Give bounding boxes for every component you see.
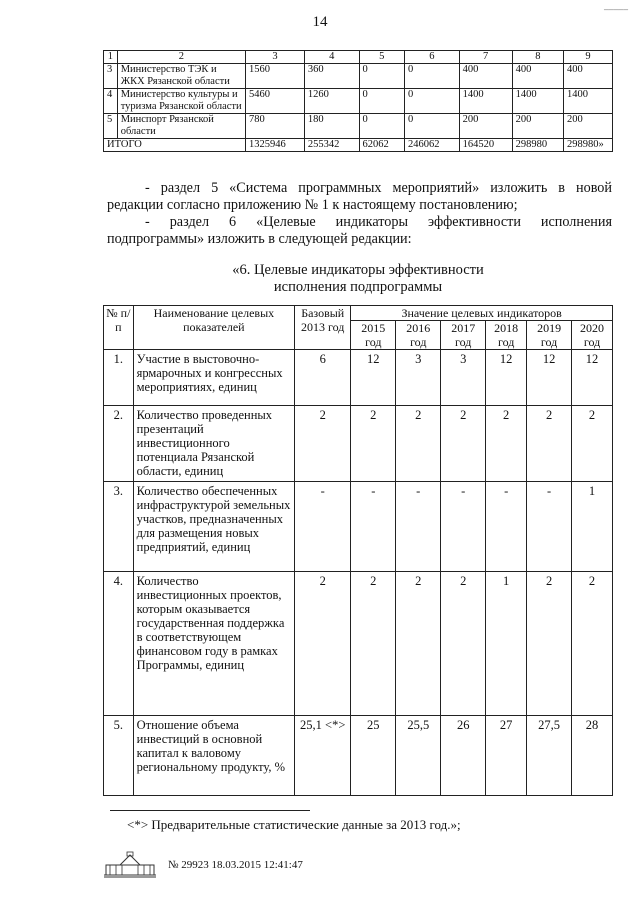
total-row <box>104 139 613 152</box>
cell: 62062 <box>359 139 404 152</box>
col-number: 8 <box>512 51 563 64</box>
footnote-divider <box>110 810 310 811</box>
cell: 2 <box>441 406 486 482</box>
header-name: Наименование целевых показателей <box>133 306 294 350</box>
cell: 1560 <box>246 64 305 89</box>
cell: 200 <box>459 114 512 139</box>
row-number: 5. <box>104 716 134 796</box>
cell: 2 <box>527 572 572 716</box>
col-number: 1 <box>104 51 118 64</box>
section-title-line1: «6. Целевые индикаторы эффективности <box>232 262 484 278</box>
cell: 25,5 <box>396 716 441 796</box>
paragraph-section6: - раздел 6 «Целевые индикаторы эффективности исполнения подпрограммы» изложить в следующей редакции: <box>107 214 612 247</box>
cell: 12 <box>486 350 527 406</box>
total-label: ИТОГО <box>104 139 246 152</box>
header-year: 2015 год <box>351 321 396 350</box>
table-row <box>104 406 613 482</box>
header-year: 2016 год <box>396 321 441 350</box>
cell: 5460 <box>246 89 305 114</box>
header-year: 2017 год <box>441 321 486 350</box>
cell: 200 <box>512 114 563 139</box>
page-number: 14 <box>312 14 328 30</box>
table-row <box>104 89 613 114</box>
header-year: 2019 год <box>527 321 572 350</box>
cell: 0 <box>359 114 404 139</box>
header-num: № п/п <box>104 306 134 350</box>
cell: 3 <box>396 350 441 406</box>
cell: 246062 <box>405 139 460 152</box>
cell: - <box>527 482 572 572</box>
cell: 27,5 <box>527 716 572 796</box>
cell: 400 <box>564 64 613 89</box>
cell: 1400 <box>459 89 512 114</box>
cell: 2 <box>351 572 396 716</box>
table-row <box>104 572 613 716</box>
cell: 2 <box>572 572 613 716</box>
cell: 2 <box>396 406 441 482</box>
row-name: Минспорт Рязанской области <box>117 114 245 139</box>
cell: 1 <box>486 572 527 716</box>
cell: 0 <box>359 89 404 114</box>
row-number: 4 <box>104 89 118 114</box>
header-year: 2018 год <box>486 321 527 350</box>
cell: 1400 <box>512 89 563 114</box>
table-row <box>104 482 613 572</box>
document-stamp <box>100 851 303 879</box>
table-row <box>104 716 613 796</box>
row-number: 3 <box>104 64 118 89</box>
row-number: 3. <box>104 482 134 572</box>
cell: 0 <box>405 114 460 139</box>
table-header-row <box>104 51 613 64</box>
col-number: 5 <box>359 51 404 64</box>
cell: 200 <box>564 114 613 139</box>
row-name: Количество инвестиционных проектов, которым оказывается государственная поддержка в соответствующем финансовом году в рамках Программы, единиц <box>133 572 294 716</box>
col-number: 3 <box>246 51 305 64</box>
corner-mark: ————— <box>603 6 628 15</box>
cell: 28 <box>572 716 613 796</box>
col-number: 2 <box>117 51 245 64</box>
cell: 12 <box>527 350 572 406</box>
cell: 1260 <box>304 89 359 114</box>
header-values: Значение целевых индикаторов <box>351 306 613 321</box>
cell: - <box>486 482 527 572</box>
cell: 2 <box>527 406 572 482</box>
row-number: 1. <box>104 350 134 406</box>
section-title-line2: исполнения подпрограммы <box>273 279 443 295</box>
cell: 12 <box>351 350 396 406</box>
cell: 2 <box>441 572 486 716</box>
row-name: Министерство культуры и туризма Рязанской области <box>117 89 245 114</box>
row-number: 5 <box>104 114 118 139</box>
row-name: Участие в выстовочно-ярмарочных и конгрессных мероприятиях, единиц <box>133 350 294 406</box>
cell: 400 <box>512 64 563 89</box>
cell: 26 <box>441 716 486 796</box>
base-value: 25,1 <*> <box>295 716 351 796</box>
cell: 0 <box>405 64 460 89</box>
col-number: 9 <box>564 51 613 64</box>
cell: 298980» <box>564 139 613 152</box>
cell: 2 <box>486 406 527 482</box>
col-number: 7 <box>459 51 512 64</box>
row-name: Количество обеспеченных инфраструктурой земельных участков, предназначенных для размещения новых предприятий, единиц <box>133 482 294 572</box>
cell: 12 <box>572 350 613 406</box>
footnote: <*> Предварительные статистические данные за 2013 год.»; <box>127 817 461 832</box>
cell: 3 <box>441 350 486 406</box>
cell: 0 <box>405 89 460 114</box>
cell: 180 <box>304 114 359 139</box>
cell: 0 <box>359 64 404 89</box>
cell: 2 <box>572 406 613 482</box>
header-year: 2020 год <box>572 321 613 350</box>
cell: 255342 <box>304 139 359 152</box>
table-row <box>104 350 613 406</box>
cell: 400 <box>459 64 512 89</box>
table-row <box>104 64 613 89</box>
col-number: 6 <box>405 51 460 64</box>
cell: 1 <box>572 482 613 572</box>
header-base: Базовый 2013 год <box>295 306 351 350</box>
base-value: - <box>295 482 351 572</box>
cell: - <box>351 482 396 572</box>
row-number: 2. <box>104 406 134 482</box>
stamp-text: № 29923 18.03.2015 12:41:47 <box>168 859 303 871</box>
base-value: 2 <box>295 406 351 482</box>
cell: - <box>396 482 441 572</box>
row-name: Отношение объема инвестиций в основной капитал к валовому региональному продукту, % <box>133 716 294 796</box>
cell: 2 <box>396 572 441 716</box>
cell: 2 <box>351 406 396 482</box>
funding-table <box>103 50 613 152</box>
indicators-table <box>103 305 613 796</box>
cell: 25 <box>351 716 396 796</box>
row-number: 4. <box>104 572 134 716</box>
row-name: Министерство ТЭК и ЖКХ Рязанской области <box>117 64 245 89</box>
base-value: 2 <box>295 572 351 716</box>
cell: 360 <box>304 64 359 89</box>
base-value: 6 <box>295 350 351 406</box>
cell: 1400 <box>564 89 613 114</box>
cell: 27 <box>486 716 527 796</box>
cell: 164520 <box>459 139 512 152</box>
cell: 298980 <box>512 139 563 152</box>
cell: 780 <box>246 114 305 139</box>
col-number: 4 <box>304 51 359 64</box>
paragraph-section5: - раздел 5 «Система программных мероприятий» изложить в новой редакции согласно приложению № 1 к настоящему постановлению; <box>107 180 612 213</box>
cell: - <box>441 482 486 572</box>
building-logo-icon <box>100 851 160 879</box>
cell: 1325946 <box>246 139 305 152</box>
row-name: Количество проведенных презентаций инвестиционного потенциала Рязанской области, единиц <box>133 406 294 482</box>
table-row <box>104 114 613 139</box>
